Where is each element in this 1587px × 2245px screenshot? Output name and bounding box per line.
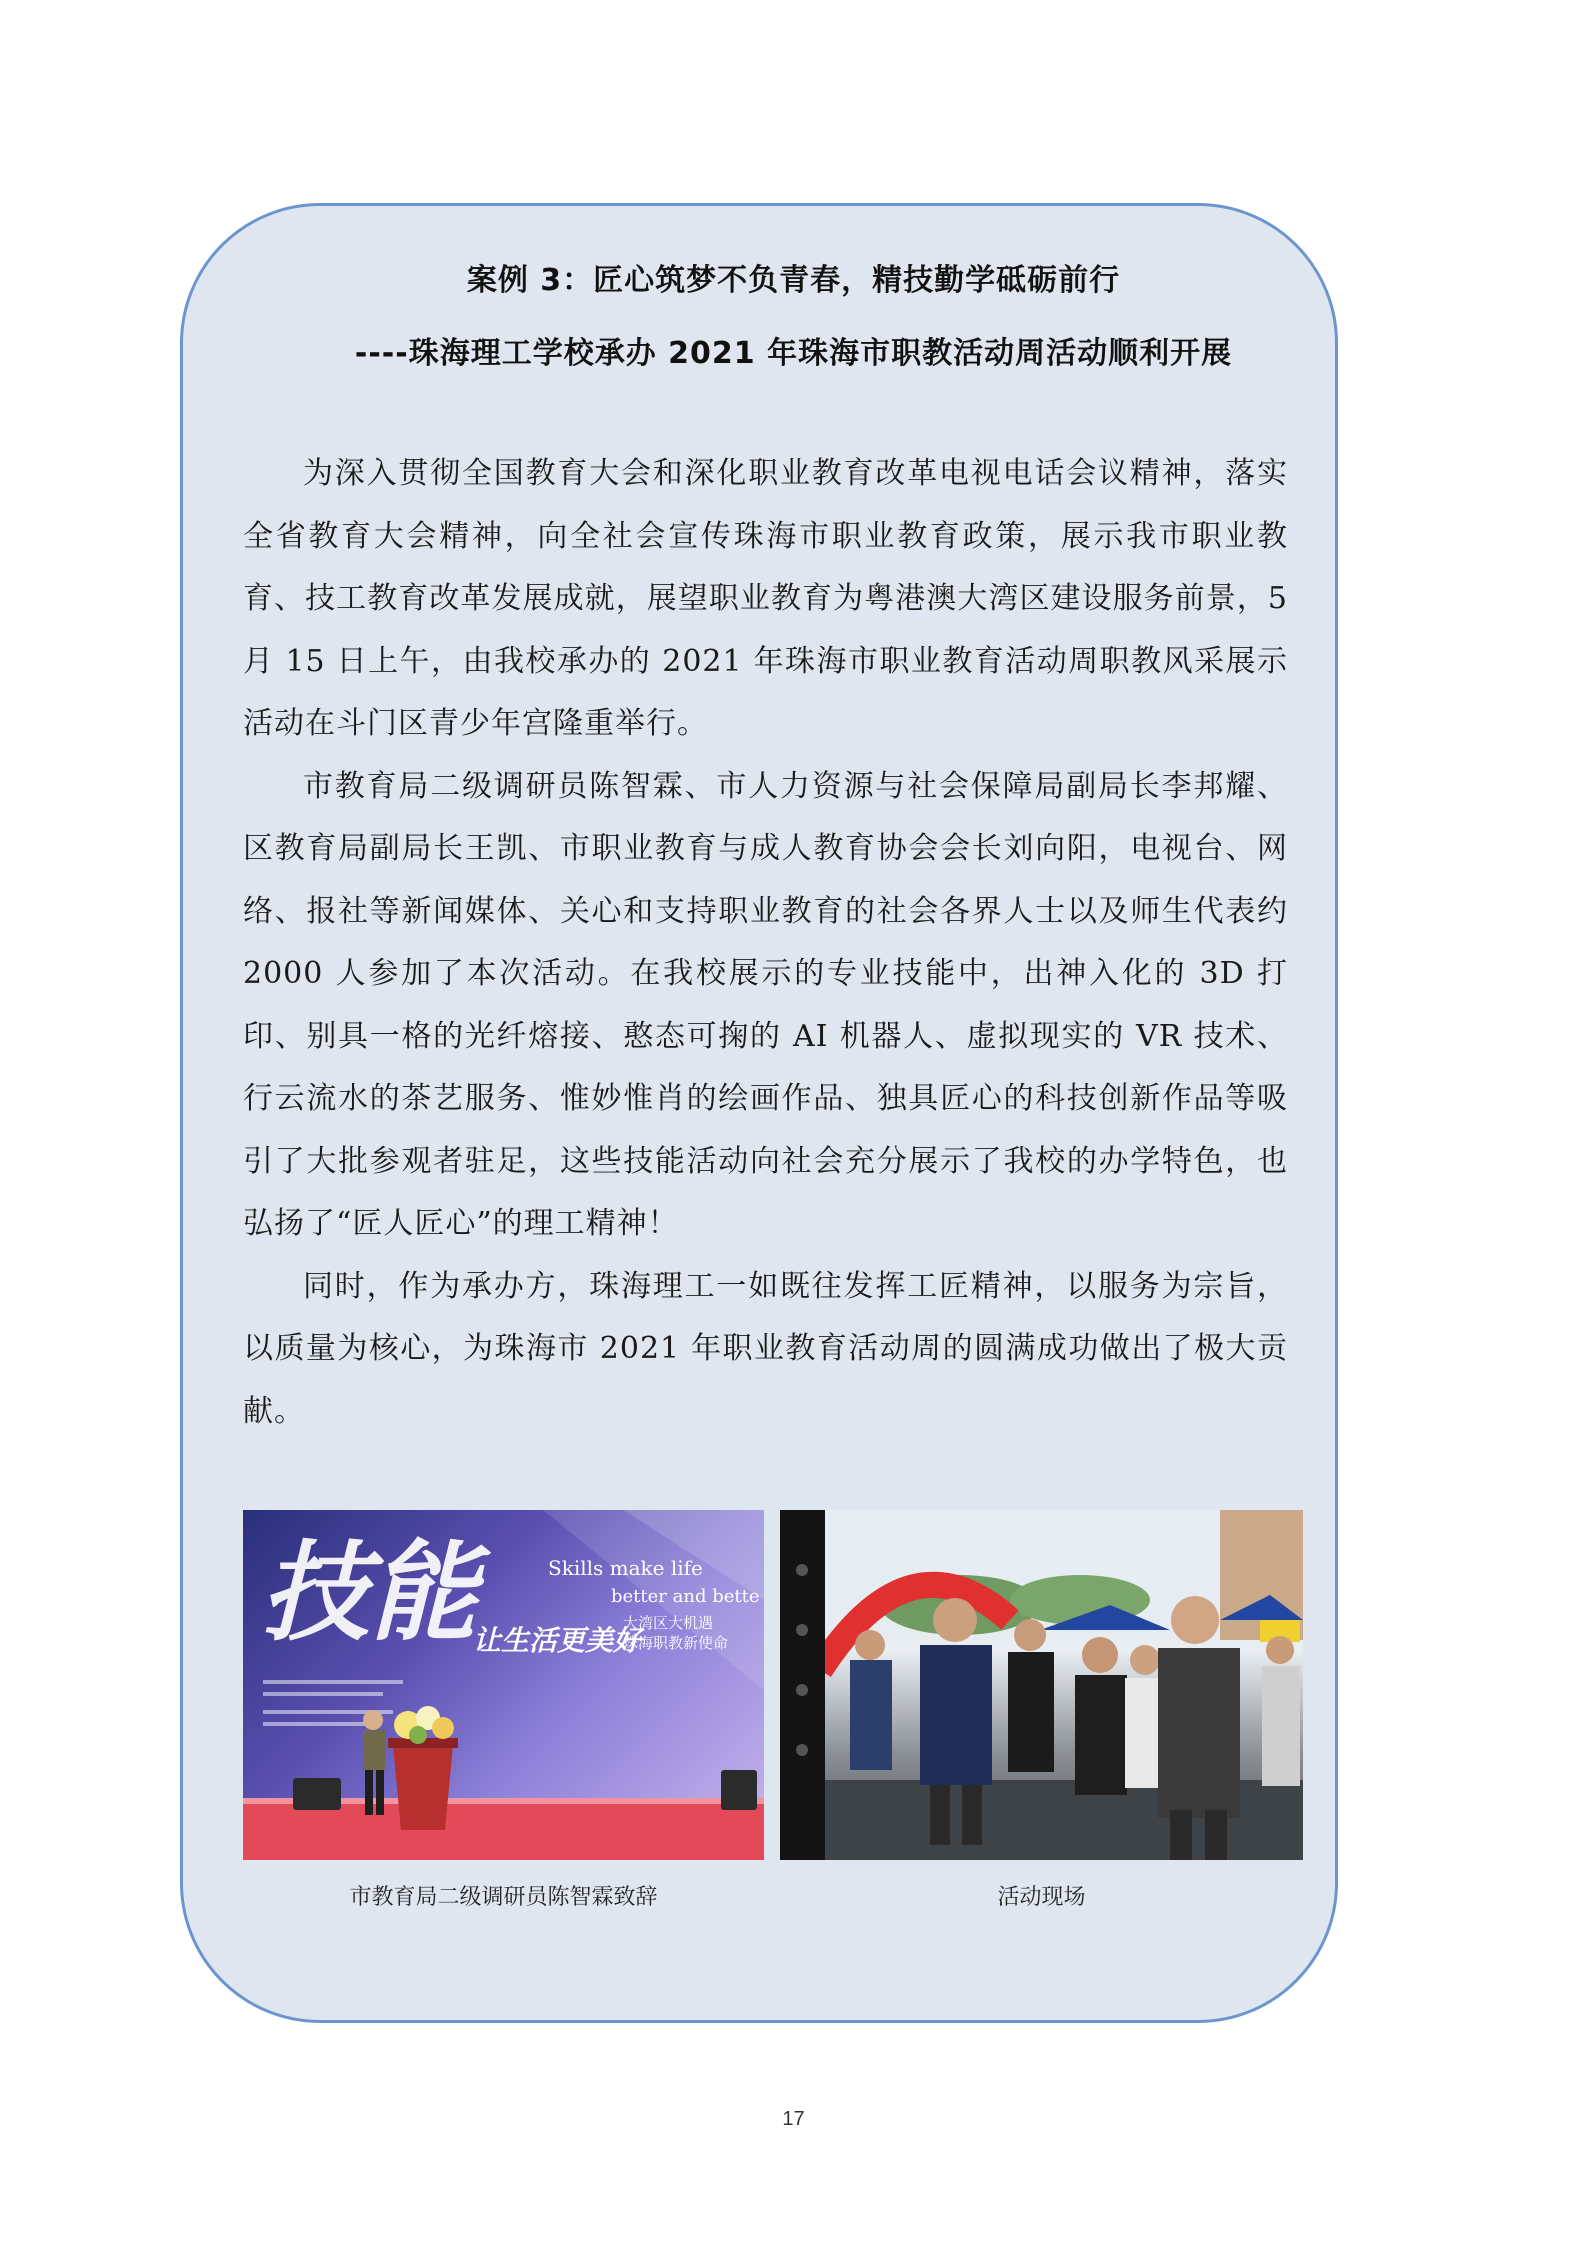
page-number: 17 [782, 2108, 805, 2130]
speech-photo [243, 1510, 764, 1860]
speech-photo-caption: 市教育局二级调研员陈智霖致辞 [349, 1885, 658, 1910]
stage-calligraphy: 技能 [261, 1530, 478, 1656]
stage-line-2: 珠海职教新使命 [623, 1634, 729, 1652]
paragraph-2: 市教育局二级调研员陈智霖、市人力资源与社会保障局副局长李邦耀、区教育局副局长王凯、市职业教育与成人教育协会会长刘向阳，电视台、网络、报社等新闻媒体、关心和支持职业教育的社会各界人士以及师生代表约 2000 人参加了本次活动。在我校展示的专业技能中，出神入化的 3D 打印、别具一格的光纤熔接、憨态可掬的 AI 机器人、虚拟现实的 VR 技术、行云流水的茶艺服务、惟妙惟肖的绘画作品、独具匠心的科技创新作品等吸引了大批参观者驻足，这些技能活动向社会充分展示了我校的办学特色，也弘扬了“匠人匠心”的理工精神！ [243, 768, 1288, 1241]
stage-line-1: 大湾区大机遇 [623, 1614, 714, 1632]
stage-slogan-en-1: Skills make life [548, 1556, 703, 1580]
case-title: 案例 3：匠心筑梦不负青春，精技勤学砥砺前行 [466, 263, 1121, 298]
case-subtitle: ----珠海理工学校承办 2021 年珠海市职教活动周活动顺利开展 [354, 336, 1233, 371]
event-scene-photo [780, 1510, 1303, 1860]
event-scene-caption: 活动现场 [997, 1885, 1086, 1910]
paragraph-3: 同时，作为承办方，珠海理工一如既往发挥工匠精神，以服务为宗旨，以质量为核心，为珠海市 2021 年职业教育活动周的圆满成功做出了极大贡献。 [243, 1268, 1288, 1429]
paragraph-1: 为深入贯彻全国教育大会和深化职业教育改革电视电话会议精神，落实全省教育大会精神，向全社会宣传珠海市职业教育政策，展示我市职业教育、技工教育改革发展成就，展望职业教育为粤港澳大湾区建设服务前景，5 月 15 日上午，由我校承办的 2021 年珠海市职业教育活动周职教风采展示活动在斗门区青少年宫隆重举行。 [243, 456, 1288, 741]
stage-slogan-en-2: better and bette [611, 1586, 760, 1607]
stage-slogan-cn: 让生活更美好 [473, 1624, 642, 1657]
article-body [243, 443, 1288, 1443]
